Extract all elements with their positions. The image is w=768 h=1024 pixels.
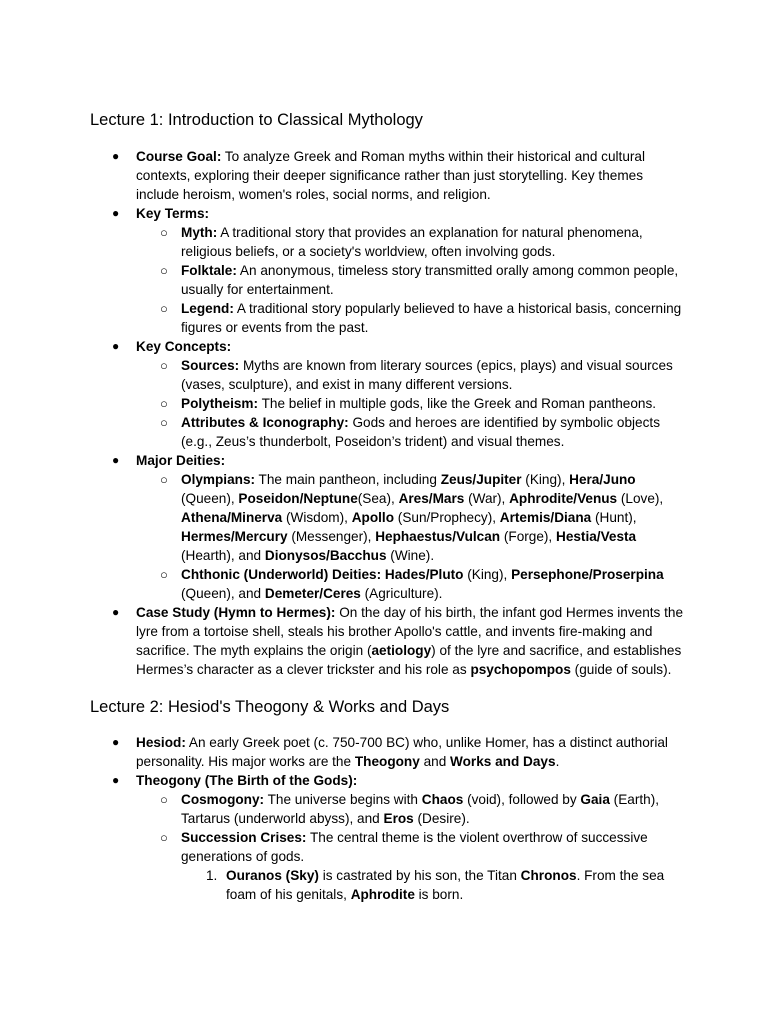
- term-label: Legend:: [181, 301, 234, 316]
- list-item-course-goal: [90, 147, 688, 204]
- key-word: Chaos: [421, 792, 464, 807]
- deity-name: Demeter/Ceres: [264, 586, 361, 601]
- text-run: (Desire).: [413, 811, 470, 826]
- deity-name: Aphrodite/Venus: [509, 491, 618, 506]
- key-word: aetiology: [371, 643, 432, 658]
- key-concepts-label: Key Concepts:: [136, 339, 232, 354]
- deity-name: Persephone/Proserpina: [511, 567, 664, 582]
- deity-name: Artemis/Diana: [499, 510, 592, 525]
- list-item-succession-crises: [136, 828, 688, 904]
- key-concepts-list: [136, 356, 688, 451]
- bullet-marker: ●: [112, 339, 120, 353]
- list-item-folktale: [136, 261, 688, 299]
- text-run: .: [555, 754, 560, 769]
- case-study-label: Case Study (Hymn to Hermes):: [136, 605, 336, 620]
- text-run: The universe begins with: [264, 792, 422, 807]
- text-run: (Hunt),: [591, 510, 637, 525]
- course-goal-text: To analyze Greek and Roman myths within their historical and cultural contexts, exploring their deeper significance rather than just storytelling. Key themes include heroism, women's roles, social norms, and religion.: [136, 149, 645, 202]
- text-run: The main pantheon, including: [255, 472, 441, 487]
- list-item-major-deities: [90, 451, 688, 603]
- text-run: (Earth), Tartarus (underworld abyss), and: [181, 792, 660, 826]
- list-item-attributes: [136, 413, 688, 451]
- number-marker: 1.: [206, 868, 218, 883]
- term-label: Chthonic (Underworld) Deities: Hades/Pluto: [181, 567, 464, 582]
- term-text: An anonymous, timeless story transmitted orally among common people, usually for entertainment.: [181, 263, 679, 297]
- term-label: Attributes & Iconography:: [181, 415, 349, 430]
- bullet-marker: ●: [112, 735, 120, 749]
- term-text: Myths are known from literary sources (epics, plays) and visual sources (vases, sculpture), and exist in many different versions.: [181, 358, 673, 392]
- key-word: Theogony: [354, 754, 420, 769]
- bullet-marker: ●: [112, 453, 120, 467]
- hesiod-label: Hesiod:: [136, 735, 186, 750]
- theogony-list: [136, 790, 688, 904]
- lecture-1-list: [90, 147, 688, 679]
- major-deities-list: [136, 470, 688, 603]
- sub-bullet-marker: ○: [160, 567, 168, 582]
- text-run: On the day of his birth, the infant god Hermes invents the lyre from a tortoise shell, steals his brother Apollo's cattle, and invents fire-making and sacrifice. The myth explains the origin (: [136, 605, 684, 658]
- deity-name: Ares/Mars: [398, 491, 465, 506]
- deity-name: Hera/Juno: [569, 472, 636, 487]
- key-word: Gaia: [580, 792, 610, 807]
- text-run: (Love),: [617, 491, 664, 506]
- text-run: (Agriculture).: [360, 586, 443, 601]
- list-item-olympians: [136, 470, 688, 565]
- list-item-legend: [136, 299, 688, 337]
- bullet-marker: ●: [112, 773, 120, 787]
- deity-name: Poseidon/Neptune: [238, 491, 358, 506]
- sub-bullet-marker: ○: [160, 830, 168, 845]
- term-text: A traditional story popularly believed to have a historical basis, concerning figures or events from the past.: [181, 301, 682, 335]
- term-label: Cosmogony:: [181, 792, 265, 807]
- sub-bullet-marker: ○: [160, 415, 168, 430]
- deity-name: Hermes/Mercury: [181, 529, 288, 544]
- term-text: The central theme is the violent overthrow of successive generations of gods.: [181, 830, 648, 864]
- key-word: Ouranos (Sky): [226, 868, 319, 883]
- list-item-case-study: [90, 603, 688, 679]
- deity-name: Dionysos/Bacchus: [264, 548, 387, 563]
- text-run: (King),: [521, 472, 570, 487]
- text-run: An early Greek poet (c. 750-700 BC) who, unlike Homer, has a distinct authorial personality. His major works are the: [136, 735, 668, 769]
- text-run: (Sea),: [357, 491, 399, 506]
- list-item-cosmogony: [136, 790, 688, 828]
- deity-name: Apollo: [351, 510, 395, 525]
- list-item-polytheism: [136, 394, 688, 413]
- deity-name: Athena/Minerva: [181, 510, 283, 525]
- sub-bullet-marker: ○: [160, 263, 168, 278]
- bullet-marker: ●: [112, 149, 120, 163]
- term-label: Olympians:: [181, 472, 256, 487]
- list-item-key-terms: [90, 204, 688, 337]
- sub-bullet-marker: ○: [160, 225, 168, 240]
- text-run: is castrated by his son, the Titan: [318, 868, 521, 883]
- lecture-2-list: [90, 733, 688, 904]
- list-item-theogony: [90, 771, 688, 904]
- text-run: (Forge),: [500, 529, 556, 544]
- term-label: Folktale:: [181, 263, 237, 278]
- lecture-2-title: Lecture 2: Hesiod's Theogony & Works and Days: [90, 698, 450, 716]
- sub-bullet-marker: ○: [160, 472, 168, 487]
- sub-bullet-marker: ○: [160, 358, 168, 373]
- text-run: and: [419, 754, 451, 769]
- sub-bullet-marker: ○: [160, 396, 168, 411]
- text-run: (guide of souls).: [570, 662, 672, 677]
- list-item-sources: [136, 356, 688, 394]
- major-deities-label: Major Deities:: [136, 453, 226, 468]
- text-run: ) of the lyre and sacrifice, and establishes Hermes’s character as a clever trickster and his role as: [136, 643, 682, 677]
- list-item-myth: [136, 223, 688, 261]
- list-item-ouranos: [181, 866, 688, 904]
- key-word: Works and Days: [450, 754, 556, 769]
- text-run: (King),: [463, 567, 512, 582]
- text-run: . From the sea foam of his genitals,: [226, 868, 665, 902]
- term-label: Sources:: [181, 358, 240, 373]
- term-text: A traditional story that provides an explanation for natural phenomena, religious beliefs, or a society's worldview, often involving gods.: [181, 225, 643, 259]
- sub-bullet-marker: ○: [160, 792, 168, 807]
- term-text: Gods and heroes are identified by symbolic objects (e.g., Zeus’s thunderbolt, Poseidon’s trident) and visual themes.: [181, 415, 660, 449]
- text-run: (Wisdom),: [282, 510, 352, 525]
- key-terms-label: Key Terms:: [136, 206, 210, 221]
- succession-steps-list: [181, 866, 688, 904]
- text-run: (Messenger),: [287, 529, 376, 544]
- term-text: The belief in multiple gods, like the Greek and Roman pantheons.: [258, 396, 657, 411]
- text-run: (Sun/Prophecy),: [394, 510, 500, 525]
- sub-bullet-marker: ○: [160, 301, 168, 316]
- list-item-key-concepts: [90, 337, 688, 451]
- term-label: Myth:: [181, 225, 218, 240]
- course-goal-label: Course Goal:: [136, 149, 222, 164]
- text-run: (void), followed by: [463, 792, 581, 807]
- text-run: (Queen),: [181, 491, 239, 506]
- text-run: is born.: [414, 887, 464, 902]
- term-label: Polytheism:: [181, 396, 259, 411]
- key-word: psychopompos: [470, 662, 571, 677]
- text-run: (Queen), and: [181, 586, 265, 601]
- bullet-marker: ●: [112, 605, 120, 619]
- key-word: Eros: [383, 811, 414, 826]
- key-word: Chronos: [520, 868, 577, 883]
- list-item-chthonic: [136, 565, 688, 603]
- list-item-hesiod: [90, 733, 688, 771]
- term-label: Succession Crises:: [181, 830, 307, 845]
- theogony-label: Theogony (The Birth of the Gods):: [136, 773, 358, 788]
- deity-name: Zeus/Jupiter: [440, 472, 522, 487]
- key-terms-list: [136, 223, 688, 337]
- deity-name: Hestia/Vesta: [556, 529, 637, 544]
- text-run: (Wine).: [386, 548, 435, 563]
- bullet-marker: ●: [112, 206, 120, 220]
- text-run: (Hearth), and: [181, 548, 265, 563]
- text-run: (War),: [464, 491, 510, 506]
- deity-name: Hephaestus/Vulcan: [375, 529, 501, 544]
- lecture-1-title: Lecture 1: Introduction to Classical Mythology: [90, 111, 423, 129]
- key-word: Aphrodite: [350, 887, 415, 902]
